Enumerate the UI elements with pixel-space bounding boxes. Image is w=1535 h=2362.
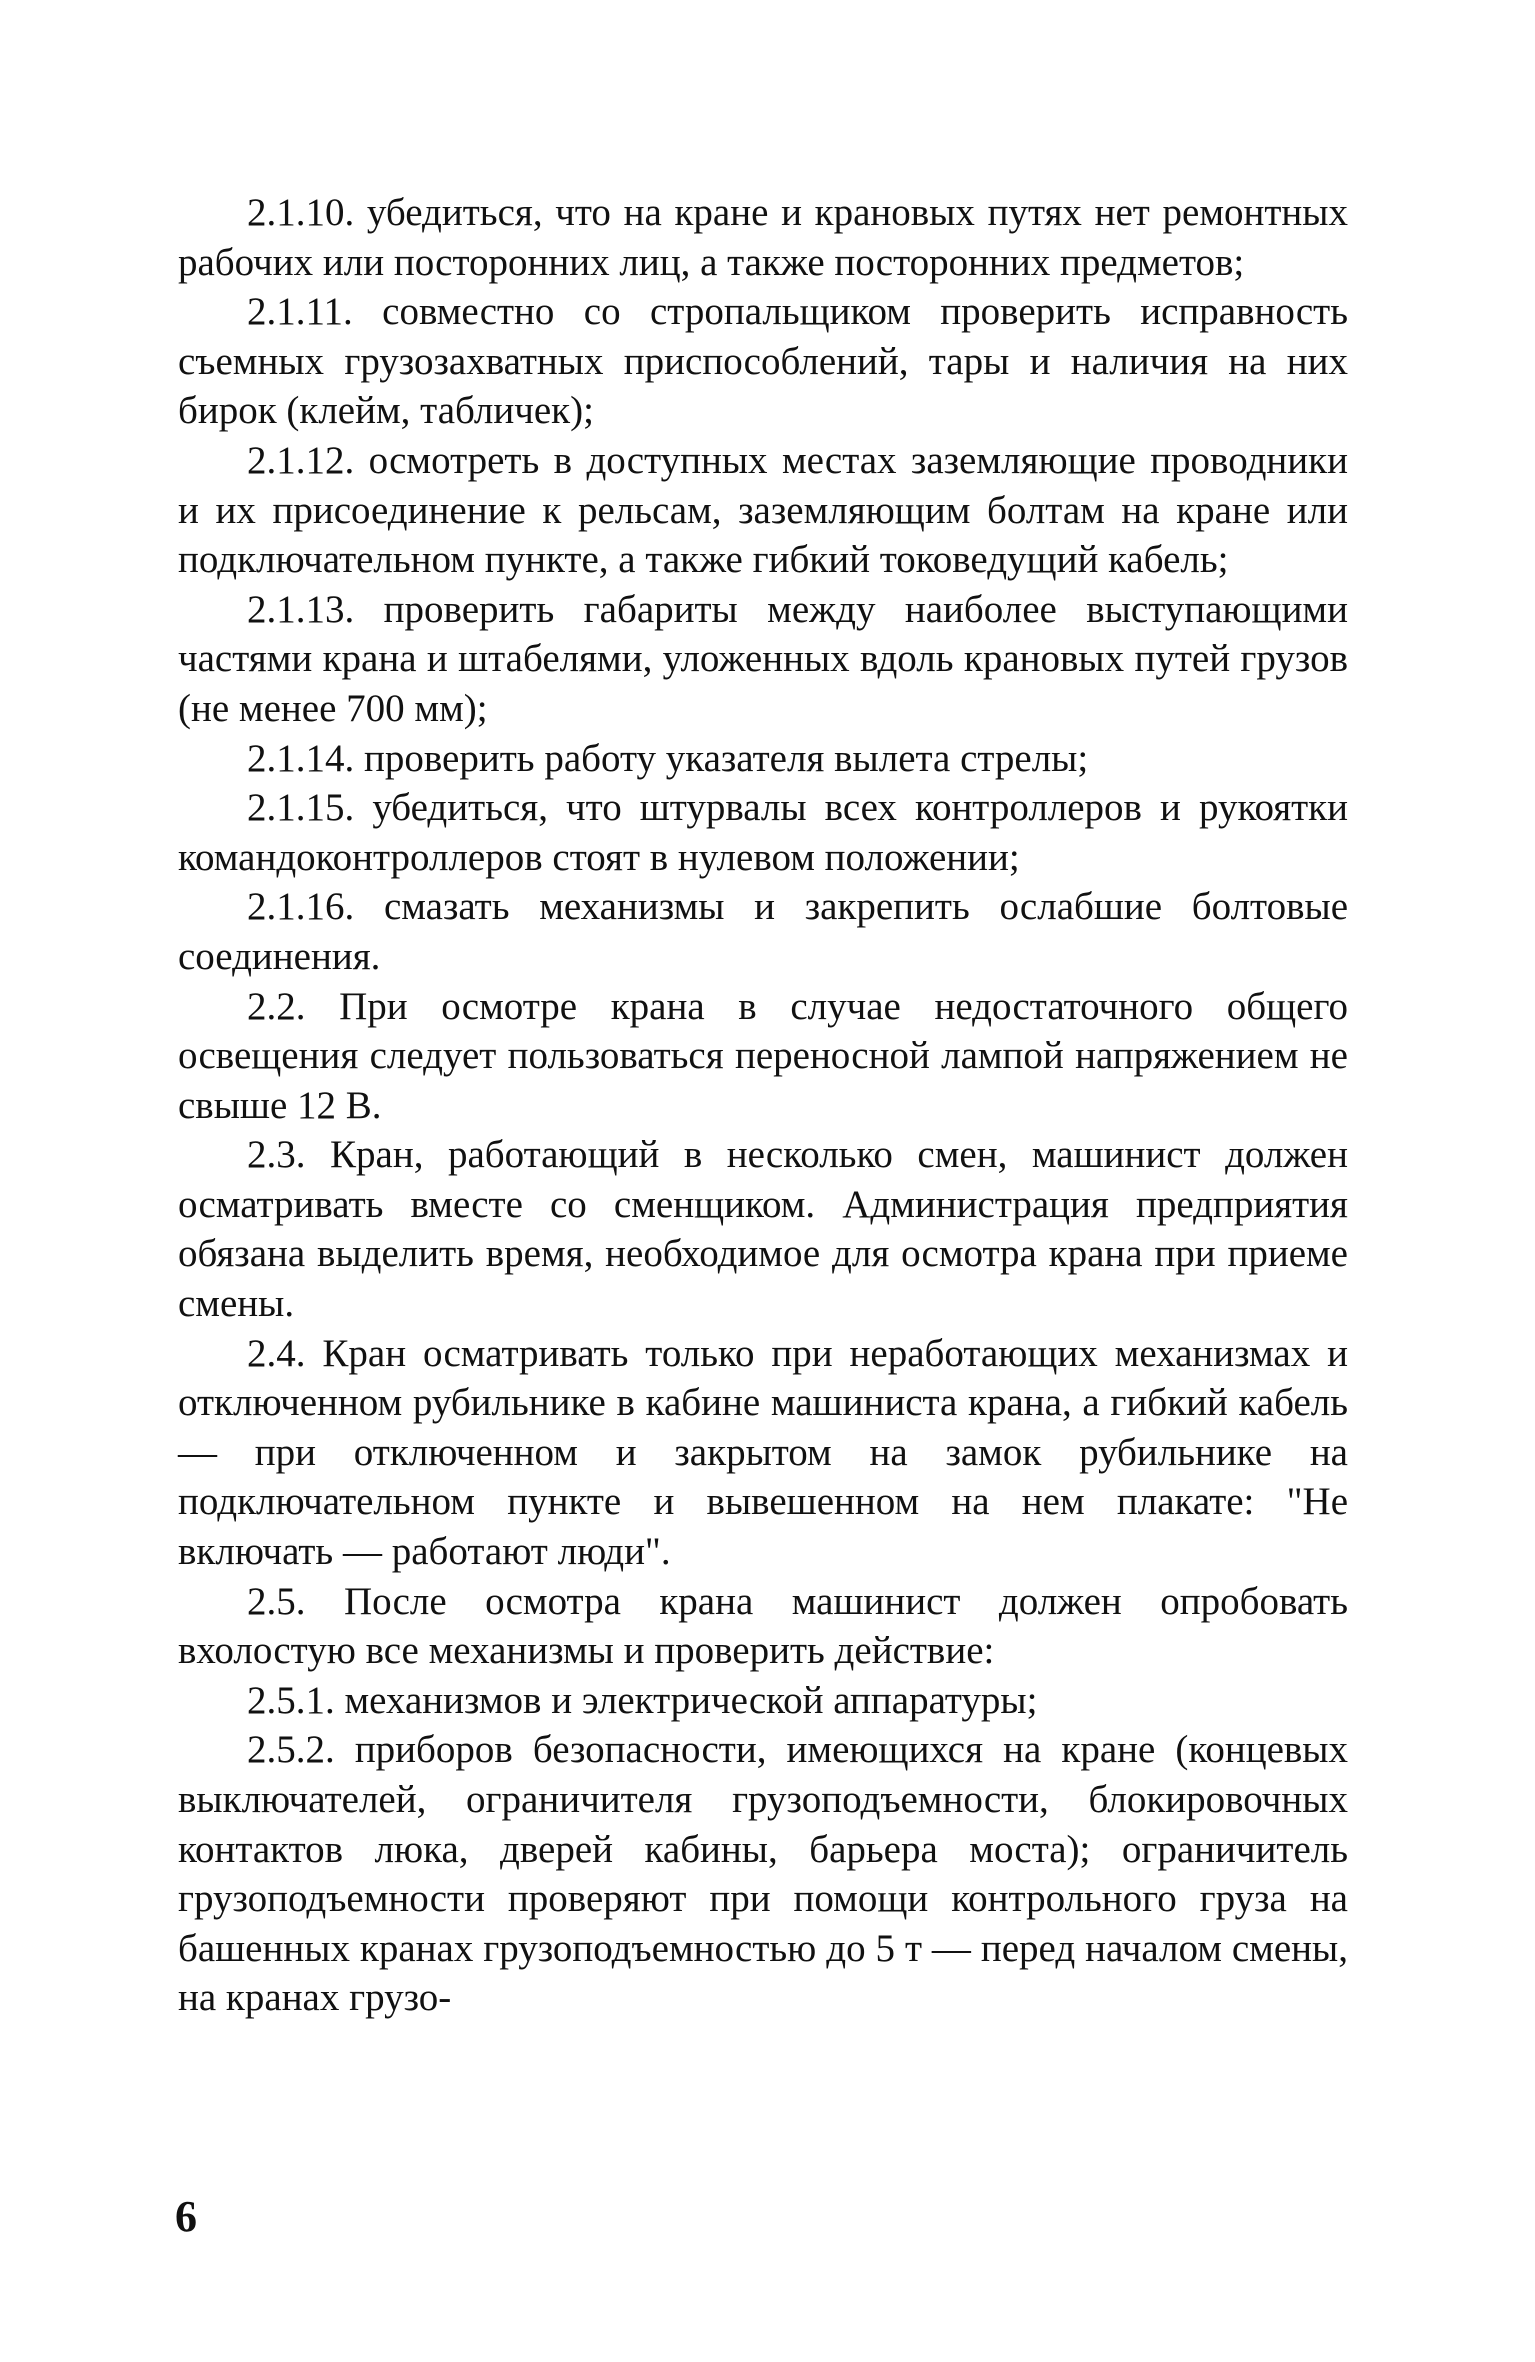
paragraph-2-1-11: 2.1.11. совместно со стропальщиком проверить исправность съемных грузозахватных приспособлений, тары и наличия на них бирок (клейм, табличек); xyxy=(178,290,1348,433)
paragraph-2-4: 2.4. Кран осматривать только при неработающих механизмах и отключенном рубильнике в кабине машиниста крана, а гибкий кабель — при отключенном и закрытом на замок рубильнике на подключательном пункте и вывешенном на нем плакате: "Не включать — работают люди". xyxy=(178,1331,1348,1574)
paragraph-2-2: 2.2. При осмотре крана в случае недостаточного общего освещения следует пользоваться переносной лампой напряжением не свыше 12 В. xyxy=(178,984,1348,1127)
paragraph-2-3: 2.3. Кран, работающий в несколько смен, машинист должен осматривать вместе со сменщиком. Администрация предприятия обязана выделить время, необходимое для осмотра крана при приеме смены. xyxy=(178,1133,1348,1326)
paragraph-2-1-15: 2.1.15. убедиться, что штурвалы всех контроллеров и рукоятки командоконтроллеров стоят в нулевом положении; xyxy=(178,786,1348,879)
paragraph-2-1-16: 2.1.16. смазать механизмы и закрепить ослабшие болтовые соединения. xyxy=(178,885,1348,978)
paragraph-2-1-14: 2.1.14. проверить работу указателя вылета стрелы; xyxy=(247,736,1089,780)
page-number: 6 xyxy=(175,2192,197,2241)
paragraph-2-1-10: 2.1.10. убедиться, что на кране и крановых путях нет ремонтных рабочих или посторонних лиц, а также посторонних предметов; xyxy=(178,191,1348,284)
paragraph-2-5: 2.5. После осмотра крана машинист должен опробовать вхолостую все механизмы и проверить действие: xyxy=(178,1579,1348,1673)
paragraph-2-1-13: 2.1.13. проверить габариты между наиболее выступающими частями крана и штабелями, уложенных вдоль крановых путей грузов (не менее 700 мм); xyxy=(178,587,1348,730)
document-body xyxy=(178,188,1348,2023)
paragraph-2-1-12: 2.1.12. осмотреть в доступных местах заземляющие проводники и их присоединение к рельсам, заземляющим болтам на кране или подключательном пункте, а также гибкий токоведущий кабель; xyxy=(178,438,1348,582)
paragraph-2-5-1: 2.5.1. механизмов и электрической аппаратуры; xyxy=(247,1678,1038,1722)
paragraph-2-5-2: 2.5.2. приборов безопасности, имеющихся на кране (концевых выключателей, ограничителя грузоподъемности, блокировочных контактов люка, дверей кабины, барьера моста); ограничитель грузоподъемности проверяют при помощи контрольного груза на башенных кранах грузоподъемностью до 5 т — перед началом смены, на кранах грузо- xyxy=(178,1728,1348,2020)
